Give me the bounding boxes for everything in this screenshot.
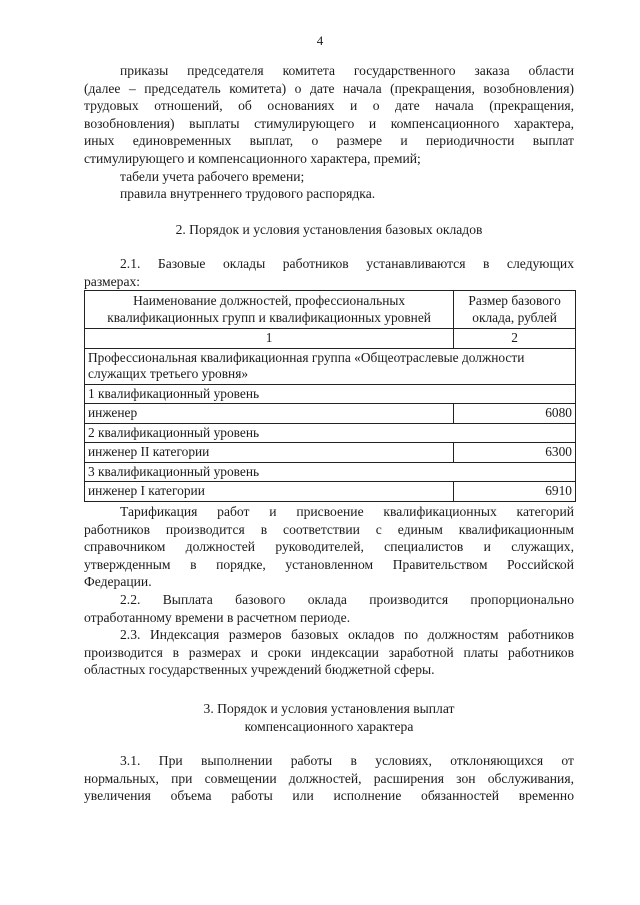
salary-cell: 6300 [454, 443, 576, 463]
heading-line: компенсационного характера [244, 718, 414, 734]
column-number-row [85, 329, 576, 349]
table-header-row [85, 291, 576, 329]
page-number: 4 [316, 33, 324, 48]
level-cell: 3 квалификационный уровень [85, 462, 576, 482]
text-line: увеличения объема работы или исполнение обязанностей временно [84, 788, 574, 804]
group-row [85, 348, 576, 384]
position-cell: инженер I категории [85, 482, 454, 502]
text-line: приказы председателя комитета государственного заказа области [120, 63, 574, 78]
salary-table [84, 290, 576, 502]
level-row [85, 462, 576, 482]
section-3-heading [84, 700, 574, 735]
table-row [85, 482, 576, 502]
column-number: 1 [85, 329, 454, 349]
paragraph-2-1 [84, 255, 574, 290]
column-number: 2 [454, 329, 576, 349]
level-row [85, 384, 576, 404]
text-line: 3.1. При выполнении работы в условиях, отклоняющихся от [120, 753, 574, 768]
text-line: утвержденным в порядке, установленном Правительством Российской [84, 556, 574, 572]
text-line: справочником должностей руководителей, специалистов и служащих, [84, 539, 574, 555]
table-row [85, 404, 576, 424]
header-cell-position: Наименование должностей, профессиональных квалификационных групп и квалификационных уровней [85, 291, 454, 329]
text-line: отработанному времени в расчетном периоде. [84, 609, 351, 625]
text-line: Федерации. [84, 574, 152, 590]
level-row [85, 423, 576, 443]
text-line: иных единовременных выплат, о размере и периодичности выплат [84, 133, 574, 149]
intro-paragraph [84, 62, 574, 203]
group-cell: Профессиональная квалификационная группа «Общеотраслевые должности служащих третьего уровня» [85, 348, 576, 384]
text-line: областных государственных учреждений бюджетной сферы. [84, 662, 435, 678]
table-row [85, 443, 576, 463]
list-item: правила внутреннего трудового распорядка. [120, 186, 376, 202]
text-line: размерах: [84, 273, 141, 289]
header-cell-salary: Размер базового оклада, рублей [454, 291, 576, 329]
salary-cell: 6910 [454, 482, 576, 502]
text-line: возобновления) выплаты стимулирующего и компенсационного характера, [84, 115, 574, 131]
text-line: 2.2. Выплата базового оклада производится пропорционально [120, 591, 574, 607]
text-line: 2.3. Индексация размеров базовых окладов по должностям работников [120, 627, 574, 643]
level-cell: 1 квалификационный уровень [85, 384, 576, 404]
position-cell: инженер II категории [85, 443, 454, 463]
paragraph-3-1 [84, 752, 574, 805]
heading-line: 3. Порядок и условия установления выплат [203, 701, 455, 716]
tariff-paragraph [84, 503, 574, 679]
text-line: производится в размерах и сроки индексации заработной платы работников [84, 644, 574, 660]
level-cell: 2 квалификационный уровень [85, 423, 576, 443]
position-cell: инженер [85, 404, 454, 424]
text-line: трудовых отношений, об основаниях и о дате начала (прекращения, [84, 98, 574, 114]
list-item: табели учета рабочего времени; [120, 168, 305, 184]
section-2-heading: 2. Порядок и условия установления базовых окладов [175, 222, 483, 237]
text-line: работников производится в соответствии с единым квалификационным [84, 521, 574, 537]
text-line: стимулирующего и компенсационного характера, премий; [84, 150, 421, 166]
salary-cell: 6080 [454, 404, 576, 424]
text-line: Тарификация работ и присвоение квалификационных категорий [120, 504, 574, 519]
text-line: (далее – председатель комитета) о дате начала (прекращения, возобновления) [84, 80, 574, 96]
text-line: 2.1. Базовые оклады работников устанавливаются в следующих [120, 256, 574, 271]
text-line: нормальных, при совмещении должностей, расширения зон обслуживания, [84, 770, 574, 786]
